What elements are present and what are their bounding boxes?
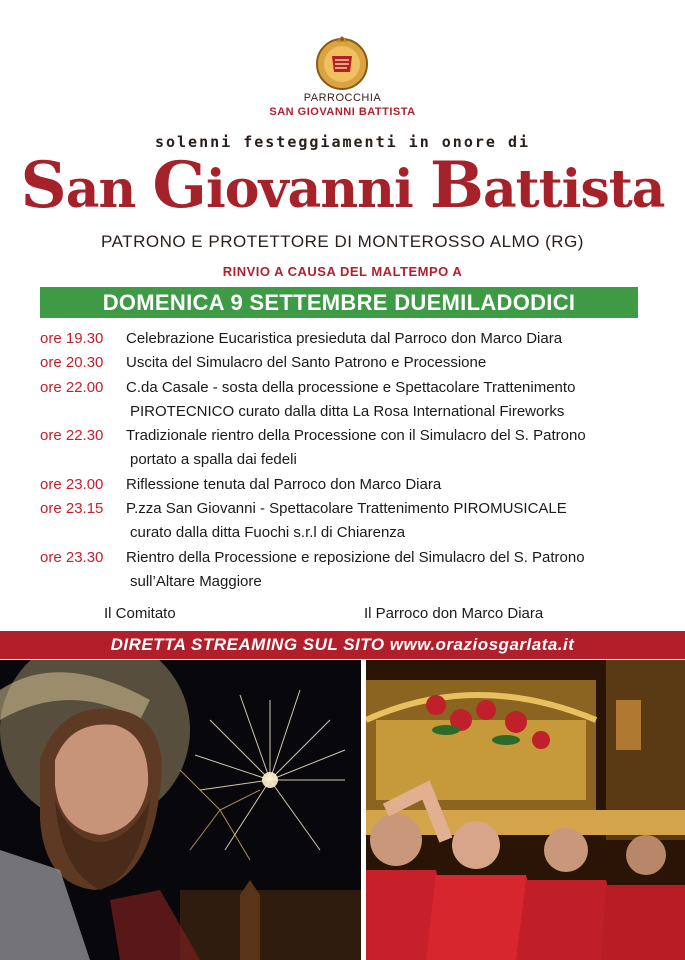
schedule-time bbox=[40, 400, 126, 424]
schedule-time: ore 19.30 bbox=[40, 330, 104, 347]
title-part-battista: attista bbox=[482, 159, 665, 220]
celebration-intro: solenni festeggiamenti in onore di bbox=[154, 133, 531, 151]
title-part-san: an bbox=[65, 159, 153, 220]
parish-name: SAN GIOVANNI BATTISTA bbox=[269, 106, 416, 118]
procession-photo bbox=[366, 660, 685, 960]
event-date-banner: DOMENICA 9 SETTEMBRE DUEMILADODICI bbox=[40, 287, 638, 318]
patron-subtitle: PATRONO E PROTETTORE DI MONTEROSSO ALMO (RG) bbox=[101, 232, 584, 251]
schedule-description: C.da Casale - sosta della processione e Spettacolare Trattenimento bbox=[126, 378, 576, 396]
schedule-time: ore 22.30 bbox=[40, 427, 104, 445]
schedule-description: Tradizionale rientro della Processione con il Simulacro del S. Patrono bbox=[126, 427, 586, 445]
schedule-description: Uscita del Simulacro del Santo Patrono e Processione bbox=[126, 354, 487, 372]
page-title bbox=[0, 148, 685, 223]
schedule-time bbox=[40, 521, 126, 545]
schedule-time: ore 23.00 bbox=[40, 475, 104, 493]
schedule-description: Celebrazione Eucaristica presieduta dal Parroco don Marco Diara bbox=[126, 330, 563, 347]
schedule-time: ore 20.30 bbox=[40, 354, 104, 372]
committee-signature: Il Comitato bbox=[104, 605, 176, 622]
schedule-time: ore 22.00 bbox=[40, 378, 104, 396]
schedule-row bbox=[40, 521, 660, 545]
parish-crest-icon bbox=[306, 34, 378, 92]
schedule-description: sull’Altare Maggiore bbox=[130, 572, 262, 590]
parish-priest-signature: Il Parroco don Marco Diara bbox=[364, 605, 544, 622]
schedule-description: PIROTECNICO curato dalla ditta La Rosa International Fireworks bbox=[130, 402, 565, 420]
schedule-row bbox=[40, 473, 660, 497]
postponement-notice: RINVIO A CAUSA DEL MALTEMPO A bbox=[222, 264, 463, 279]
statue-fireworks-photo bbox=[0, 660, 361, 960]
schedule-description: portato a spalla dai fedeli bbox=[130, 451, 297, 469]
schedule-time: ore 23.15 bbox=[40, 500, 104, 518]
schedule-description: Riflessione tenuta dal Parroco don Marco Diara bbox=[126, 475, 442, 493]
title-initial-s: S bbox=[20, 148, 66, 223]
schedule-row bbox=[40, 351, 660, 375]
event-schedule bbox=[40, 327, 660, 594]
schedule-time: ore 23.30 bbox=[40, 548, 104, 566]
title-initial-b: B bbox=[429, 148, 483, 223]
schedule-row bbox=[40, 400, 660, 424]
schedule-row bbox=[40, 327, 660, 351]
schedule-row bbox=[40, 570, 660, 594]
streaming-banner: DIRETTA STREAMING SUL SITO www.oraziosgarlata.it bbox=[0, 631, 685, 659]
schedule-row bbox=[40, 546, 660, 570]
schedule-row bbox=[40, 497, 660, 521]
title-part-giovanni: iovanni bbox=[206, 159, 430, 220]
parish-label: PARROCCHIA bbox=[303, 92, 382, 104]
schedule-description: Rientro della Processione e reposizione del Simulacro del S. Patrono bbox=[126, 548, 585, 566]
schedule-row bbox=[40, 424, 660, 448]
schedule-time bbox=[40, 448, 126, 472]
schedule-row bbox=[40, 376, 660, 400]
schedule-description: P.zza San Giovanni - Spettacolare Trattenimento PIROMUSICALE bbox=[126, 500, 567, 518]
schedule-row bbox=[40, 448, 660, 472]
schedule-time bbox=[40, 570, 126, 594]
title-initial-g: G bbox=[152, 148, 207, 223]
schedule-description: curato dalla ditta Fuochi s.r.l di Chiarenza bbox=[130, 524, 406, 542]
